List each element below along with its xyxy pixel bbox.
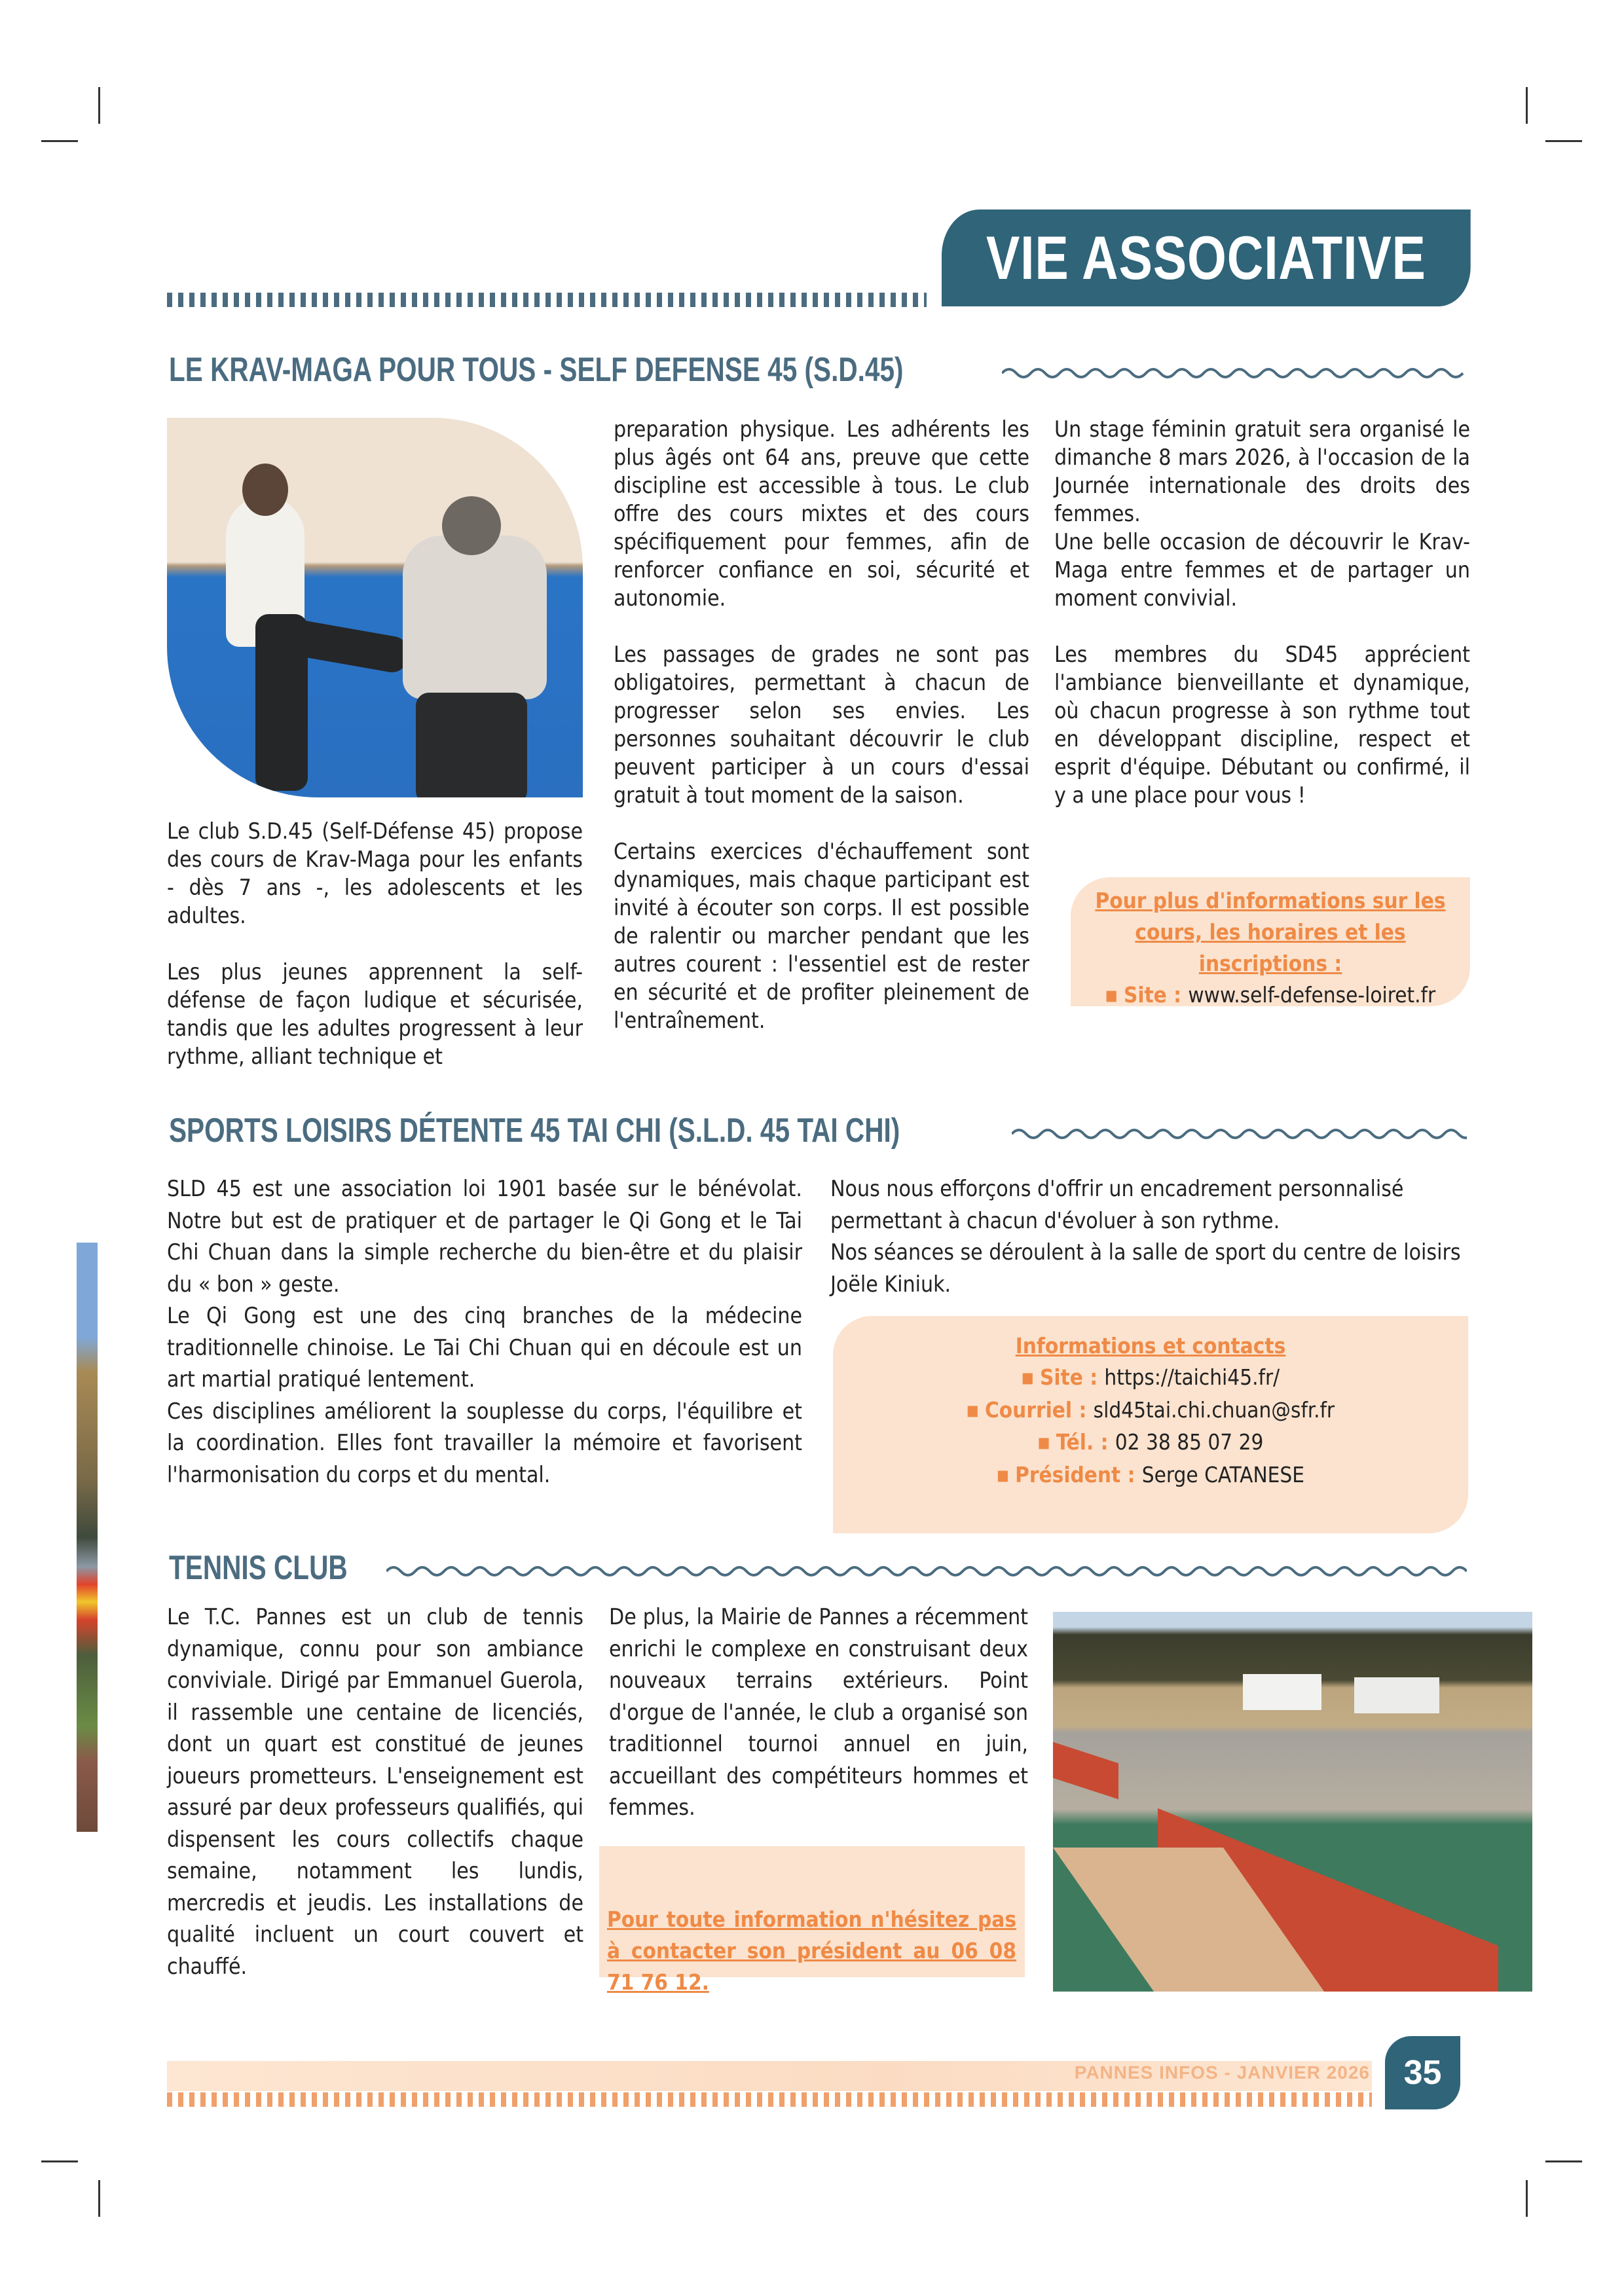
head (242, 464, 288, 516)
person-holding-pad (403, 536, 547, 699)
building (1243, 1674, 1321, 1710)
info-row-phone: ■ Tél. : 02 38 85 07 29 (1037, 1429, 1264, 1455)
crop-mark (98, 2180, 100, 2217)
crop-mark (1545, 2160, 1582, 2162)
info-row-site: ■ Site : https://taichi45.fr/ (1021, 1364, 1280, 1390)
info-row-president: ■ Président : Serge CATANESE (996, 1461, 1305, 1487)
paragraph: Nos séances se déroulent à la salle de sport du centre de loisirs Joële Kiniuk. (830, 1239, 1461, 1297)
info-heading: Informations et contacts (1015, 1333, 1286, 1358)
person-holding-pad-legs (416, 693, 527, 797)
paragraph: SLD 45 est une association loi 1901 basée sur le bénévolat. Notre but est de pratiquer et de partager le Qi Gong et le Tai Chi Chuan dans la simple recherche du bien-être et du plaisir du « bon » geste. (167, 1176, 802, 1297)
tai-chi-title: SPORTS LOISIRS DÉTENTE 45 TAI CHI (S.L.D. 45 TAI CHI) (169, 1112, 900, 1150)
president-name: Serge CATANESE (1141, 1461, 1305, 1487)
krav-maga-info-box (1071, 877, 1470, 1006)
crop-mark (1545, 140, 1582, 142)
wave-divider (1002, 363, 1467, 383)
info-row-site: ■ Site : www.self-defense-loiret.fr (1105, 982, 1436, 1008)
side-photo-strip (77, 1243, 98, 1832)
tennis-court (1053, 1742, 1118, 1799)
paragraph: Certains exercices d'échauffement sont dynamiques, mais chaque participant est invité à écouter son corps. Il est possible de ralentir ou marcher pendant que les autres courent : l'essentiel est de rester en sécurité et de profiter pleinement de l'entraînement. (614, 839, 1029, 1033)
paragraph: Le Qi Gong est une des cinq branches de la médecine traditionnelle chinoise. Le Tai Chi Chuan qui en découle est un art martial pratiqué lentement. (167, 1303, 802, 1392)
bullet-icon: ■ (996, 1467, 1009, 1484)
paragraph: Le club S.D.45 (Self-Défense 45) propose des cours de Krav-Maga pour les enfants - dès 7 ans -, les adolescents et les adultes. (167, 818, 583, 928)
tai-chi-column-2 (830, 1173, 1469, 1300)
tennis-title: TENNIS CLUB (169, 1549, 348, 1587)
paragraph: preparation physique. Les adhérents les plus âgés ont 64 ans, preuve que cette discipline est accessible à tous. Le club offre des cours mixtes et des cours spécifiquement pour femmes, afin de renforcer confiance en soi, sécurité et autonomie. (614, 416, 1029, 611)
paragraph: Ces disciplines améliorent la souplesse du corps, l'équilibre et la coordination. Elles font travailler la mémoire et favorisent l'harmonisation du corps et du mental. (167, 1398, 802, 1487)
info-label: Tél. (1056, 1429, 1094, 1455)
tai-chi-column-1 (167, 1173, 802, 1491)
info-label: Président (1015, 1461, 1121, 1487)
paragraph: Une belle occasion de découvrir le Krav-Maga entre femmes et de partager un moment convivial. (1054, 529, 1470, 611)
info-label: Site (1039, 1364, 1083, 1390)
paragraph: Les plus jeunes apprennent la self-défense de façon ludique et sécurisée, tandis que les adultes progressent à leur rythme, alliant technique et (167, 959, 583, 1069)
info-label: Site (1123, 982, 1167, 1008)
email-link[interactable]: sld45tai.chi.chuan@sfr.fr (1093, 1396, 1335, 1423)
crop-mark (1526, 2180, 1528, 2217)
wave-divider (1012, 1124, 1467, 1144)
tennis-contact-box (599, 1846, 1025, 1995)
paragraph: Nous nous efforçons d'offrir un encadrement personnalisé permettant à chacun d'évoluer à son rythme. (830, 1176, 1404, 1233)
tennis-courts-photo (1053, 1612, 1532, 1992)
krav-maga-title: LE KRAV-MAGA POUR TOUS - SELF DEFENSE 45 (S.D.45) (169, 351, 904, 389)
krav-maga-column-1 (167, 817, 583, 1070)
site-link[interactable]: https://taichi45.fr/ (1104, 1364, 1280, 1390)
footer-publication: PANNES INFOS - JANVIER 2026 (1074, 2062, 1370, 2083)
bullet-icon: ■ (1037, 1434, 1050, 1451)
head (442, 496, 501, 555)
info-heading: Pour plus d'informations sur les cours, les horaires et les inscriptions : (1095, 888, 1446, 976)
tai-chi-info-box (833, 1316, 1468, 1533)
krav-maga-column-3 (1054, 415, 1470, 809)
bullet-icon: ■ (966, 1402, 979, 1419)
bullet-icon: ■ (1105, 987, 1118, 1004)
tennis-column-2 (609, 1601, 1028, 1824)
section-banner: VIE ASSOCIATIVE (942, 210, 1471, 306)
header-divider-bars (167, 293, 927, 307)
paragraph: Les passages de grades ne sont pas obligatoires, permettant à chacun de progresser selon ses envies. Les personnes souhaitant découvrir le club peuvent participer à un cours d'essai gratuit à tout moment de la saison. (614, 642, 1029, 808)
paragraph: Les membres du SD45 apprécient l'ambiance bienveillante et dynamique, où chacun progresse à son rythme tout en développant discipline, respect et esprit d'équipe. Débutant ou confirmé, il y a une place pour vous ! (1054, 642, 1470, 808)
wave-divider (386, 1561, 1467, 1581)
section-title-tennis (169, 1548, 398, 1588)
bullet-icon: ■ (1021, 1370, 1034, 1387)
section-title-krav-maga (169, 350, 1111, 390)
krav-maga-photo (167, 418, 583, 797)
tennis-contact: Pour toute information n'hésitez pas à contacter son président au 06 08 71 76 12. (607, 1906, 1016, 1995)
footer-divider-bars (167, 2092, 1372, 2107)
paragraph: Le T.C. Pannes est un club de tennis dynamique, connu pour son ambiance conviviale. Dirigé par Emmanuel Guerola, il rassemble une centaine de licenciés, dont un quart est constitué de jeunes joueurs prometteurs. L'enseignement est assuré par deux professeurs qualifiés, qui dispensent les cours collectifs chaque semaine, notamment les lundis, mercredis et jeudis. Les installations de qualité incluent un court couvert et chauffé. (167, 1604, 583, 1979)
site-link[interactable]: www.self-defense-loiret.fr (1188, 982, 1436, 1008)
crop-mark (1526, 87, 1528, 124)
krav-maga-column-2 (614, 415, 1029, 1034)
info-row-email: ■ Courriel : sld45tai.chi.chuan@sfr.fr (966, 1396, 1335, 1423)
crop-mark (98, 87, 100, 124)
phone-number: 02 38 85 07 29 (1115, 1429, 1264, 1455)
page-number: 35 (1385, 2036, 1460, 2109)
paragraph: De plus, la Mairie de Pannes a récemment enrichi le complexe en construisant deux nouveaux terrains extérieurs. Point d'orgue de l'année, le club a organisé son traditionnel tournoi annuel en juin, accueillant des compétiteurs hommes et femmes. (609, 1604, 1028, 1820)
building (1354, 1677, 1439, 1713)
tennis-column-1 (167, 1601, 583, 1982)
crop-mark (41, 140, 78, 142)
paragraph: Un stage féminin gratuit sera organisé le dimanche 8 mars 2026, à l'occasion de la Journée internationale des droits des femmes. (1054, 416, 1470, 526)
section-title-tai-chi (169, 1111, 1106, 1150)
info-label: Courriel (985, 1396, 1073, 1423)
crop-mark (41, 2160, 78, 2162)
